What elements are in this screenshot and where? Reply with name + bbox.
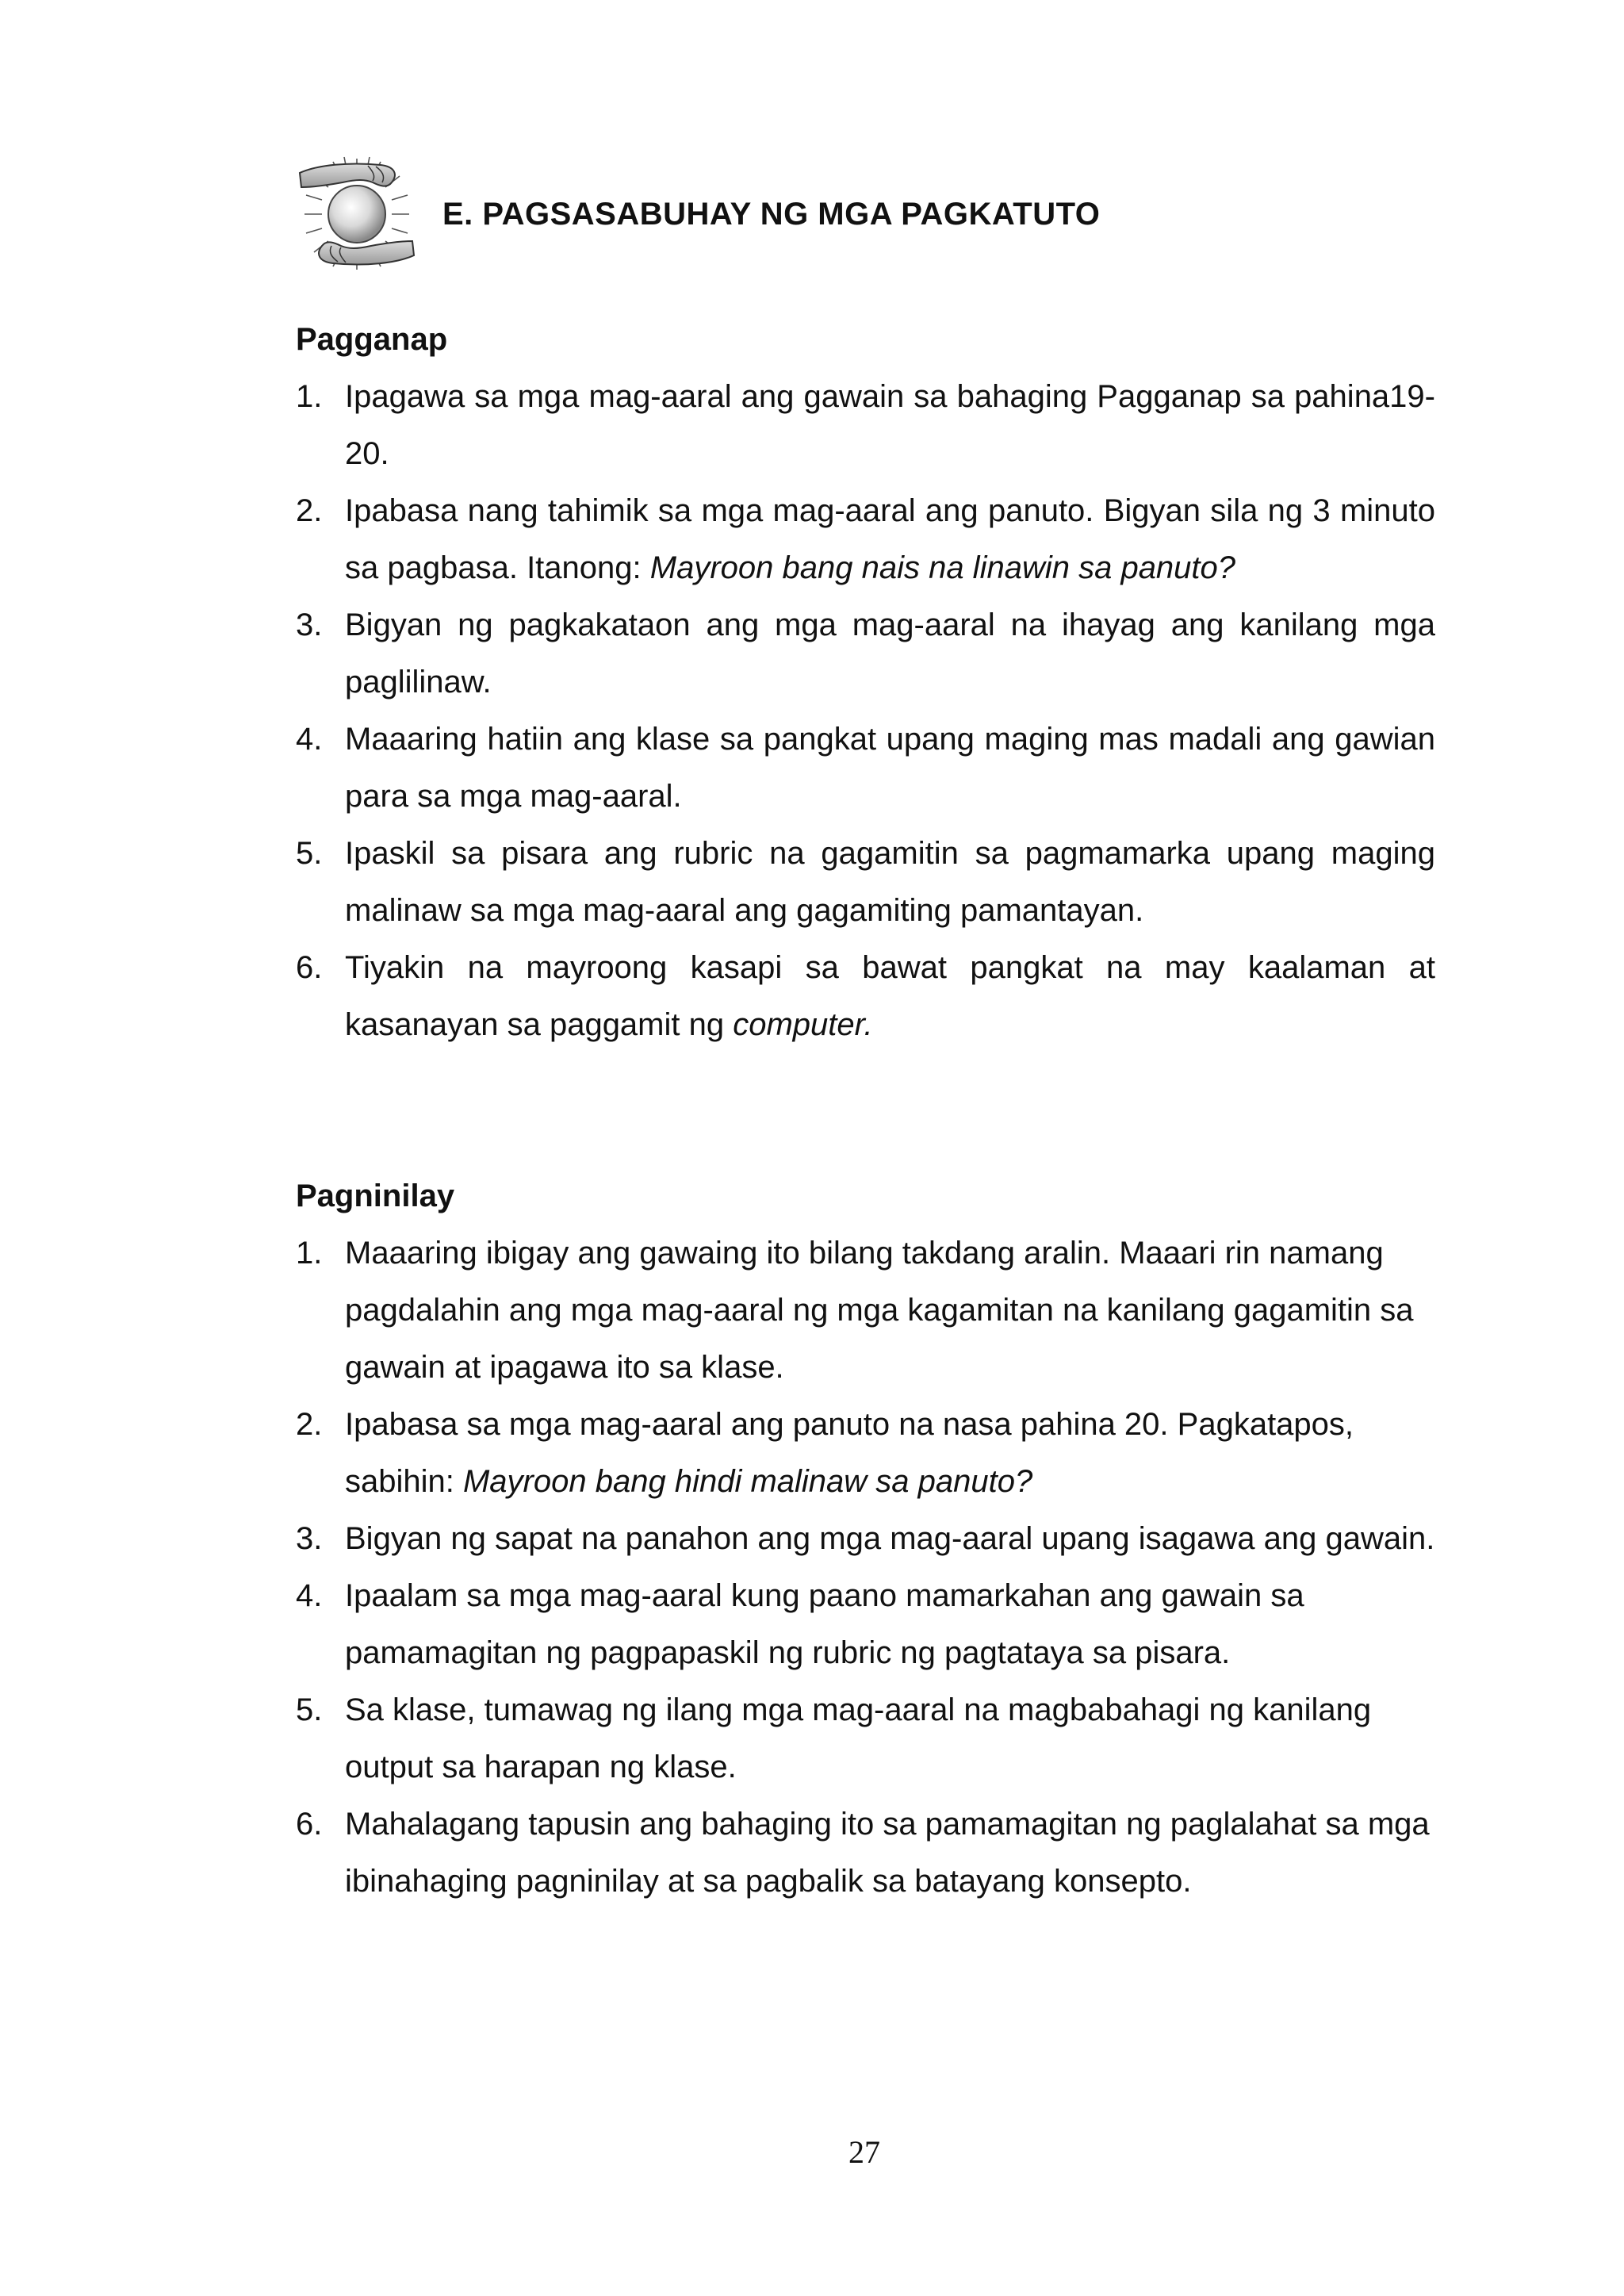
list-item bbox=[296, 939, 1435, 1053]
section-header bbox=[293, 151, 1443, 278]
pagganap-list bbox=[296, 368, 1435, 1053]
item-text: Bigyan ng sapat na panahon ang mga mag-aaral upang isagawa ang gawain. bbox=[345, 1521, 1435, 1556]
list-item bbox=[296, 1396, 1435, 1510]
document-body bbox=[296, 311, 1435, 1910]
list-item bbox=[296, 1681, 1435, 1796]
item-number: 1. bbox=[296, 1236, 323, 1271]
item-text: Ipaalam sa mga mag-aaral kung paano mamarkahan ang gawain sa pamamagitan ng pagpapaskil ng rubric ng pagtataya sa pisara. bbox=[345, 1578, 1304, 1670]
item-text bbox=[345, 482, 1435, 596]
item-number: 5. bbox=[296, 836, 323, 871]
page-number: 27 bbox=[848, 2134, 880, 2170]
item-number: 6. bbox=[296, 1807, 323, 1842]
item-text: Sa klase, tumawag ng ilang mga mag-aaral na magbabahagi ng kanilang output sa harapan ng klase. bbox=[345, 1692, 1372, 1784]
hands-holding-sphere-icon bbox=[293, 151, 420, 278]
list-item bbox=[296, 1225, 1435, 1396]
list-item bbox=[296, 1796, 1435, 1910]
item-text-plain: Ipabasa nang tahimik sa mga mag-aaral ang panuto. Bigyan sila ng 3 minuto sa pagbasa. Itanong: bbox=[345, 493, 1435, 585]
pagganap-heading: Pagganap bbox=[296, 322, 448, 357]
item-number: 2. bbox=[296, 1407, 323, 1442]
item-text: Ipaskil sa pisara ang rubric na gagamitin sa pagmamarka upang maging malinaw sa mga mag-aaral ang gagamiting pamantayan. bbox=[345, 836, 1435, 928]
item-number: 6. bbox=[296, 950, 323, 985]
item-text-plain: Tiyakin na mayroong kasapi sa bawat pangkat na may kaalaman at kasanayan sa paggamit ng bbox=[345, 950, 1435, 1042]
item-text-italic: Mayroon bang nais na linawin sa panuto? bbox=[649, 550, 1236, 585]
list-item bbox=[296, 1510, 1435, 1567]
pagninilay-list bbox=[296, 1225, 1435, 1910]
section-title: E. PAGSASABUHAY NG MGA PAGKATUTO bbox=[442, 197, 1101, 232]
item-text: Maaaring ibigay ang gawaing ito bilang takdang aralin. Maaari rin namang pagdalahin ang mga mag-aaral ng mga kagamitan na kanilang gagamitin sa gawain at ipagawa ito sa klase. bbox=[345, 1236, 1414, 1385]
list-item bbox=[296, 1567, 1435, 1681]
item-text: Ipagawa sa mga mag-aaral ang gawain sa bahaging Pagganap sa pahina19-20. bbox=[345, 379, 1435, 471]
item-number: 2. bbox=[296, 493, 323, 528]
pagninilay-heading: Pagninilay bbox=[296, 1179, 455, 1213]
list-item bbox=[296, 825, 1435, 939]
item-text bbox=[345, 939, 1435, 1053]
item-number: 3. bbox=[296, 1521, 323, 1556]
list-item bbox=[296, 482, 1435, 596]
item-text bbox=[345, 1407, 1354, 1499]
section-spacer bbox=[296, 1053, 1435, 1167]
item-text-plain: Ipabasa sa mga mag-aaral ang panuto na nasa pahina 20. Pagkatapos, sabihin: bbox=[345, 1407, 1354, 1499]
item-number: 4. bbox=[296, 1578, 323, 1613]
item-text: Bigyan ng pagkakataon ang mga mag-aaral na ihayag ang kanilang mga paglilinaw. bbox=[345, 608, 1435, 700]
item-text-italic: computer. bbox=[733, 1007, 873, 1042]
item-number: 1. bbox=[296, 379, 323, 414]
item-number: 4. bbox=[296, 722, 323, 757]
item-number: 3. bbox=[296, 608, 323, 642]
list-item bbox=[296, 368, 1435, 482]
list-item bbox=[296, 596, 1435, 711]
list-item bbox=[296, 711, 1435, 825]
item-number: 5. bbox=[296, 1692, 323, 1727]
item-text-italic: Mayroon bang hindi malinaw sa panuto? bbox=[462, 1464, 1033, 1499]
item-text: Mahalagang tapusin ang bahaging ito sa pamamagitan ng paglalahat sa mga ibinahaging pagninilay at sa pagbalik sa batayang konsepto. bbox=[345, 1807, 1430, 1899]
item-text: Maaaring hatiin ang klase sa pangkat upang maging mas madali ang gawian para sa mga mag-aaral. bbox=[345, 722, 1435, 814]
